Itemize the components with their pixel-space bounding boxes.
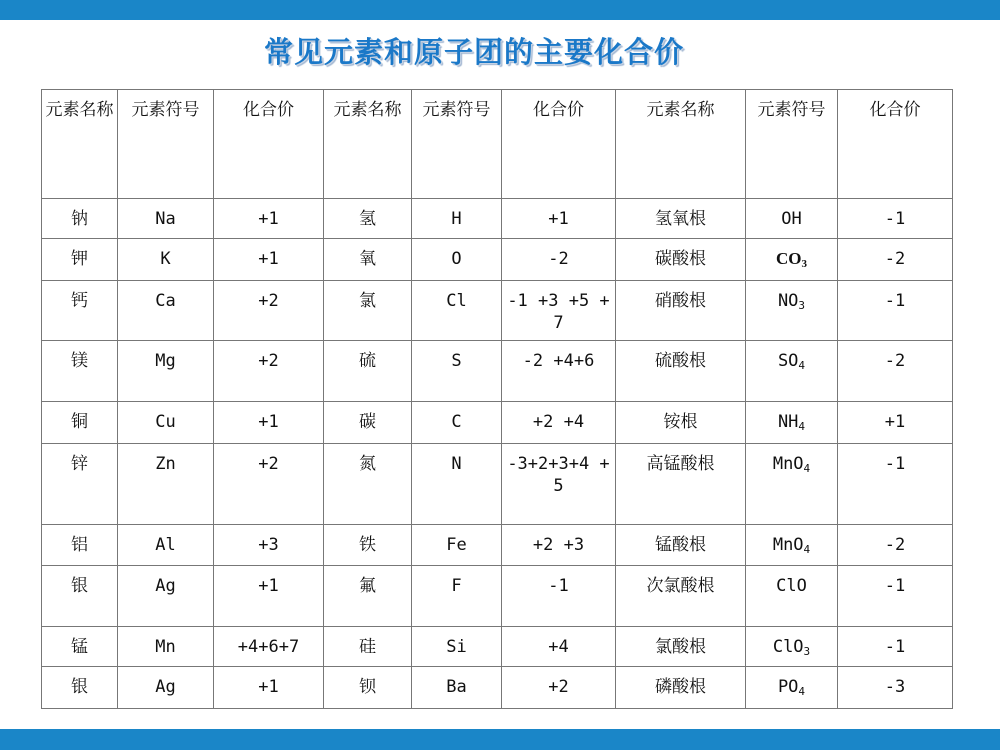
header-cell: 元素符号: [118, 90, 214, 199]
element-symbol-cell: Mg: [118, 341, 214, 402]
element-name-cell: 铝: [42, 525, 118, 566]
radical-name-cell: 次氯酸根: [616, 566, 746, 627]
valence-cell: -1: [838, 281, 953, 341]
formula-text: ClO: [776, 576, 807, 596]
element-name-cell: 钡: [324, 667, 412, 709]
valence-cell: +1: [214, 667, 324, 709]
table-row: [42, 199, 953, 239]
element-name-cell: 碳: [324, 402, 412, 444]
formula-subscript: 3: [803, 645, 811, 658]
radical-name-cell: 碳酸根: [616, 239, 746, 281]
element-name-cell: 锰: [42, 627, 118, 667]
valence-cell: +4: [502, 627, 616, 667]
element-symbol-cell: Si: [412, 627, 502, 667]
valence-cell: -1: [838, 444, 953, 525]
valence-cell: +1: [502, 199, 616, 239]
valence-cell: -1: [838, 566, 953, 627]
formula-text: OH: [781, 209, 802, 229]
element-name-cell: 硅: [324, 627, 412, 667]
element-symbol-cell: Ca: [118, 281, 214, 341]
table-row: [42, 525, 953, 566]
radical-formula-cell: [746, 199, 838, 239]
radical-name-cell: 铵根: [616, 402, 746, 444]
element-name-cell: 锌: [42, 444, 118, 525]
radical-name-cell: 硝酸根: [616, 281, 746, 341]
valence-cell: +2 +4: [502, 402, 616, 444]
valence-cell: -2: [502, 239, 616, 281]
valence-cell: -1: [838, 199, 953, 239]
formula-text: CO: [776, 249, 802, 268]
radical-name-cell: 高锰酸根: [616, 444, 746, 525]
element-symbol-cell: C: [412, 402, 502, 444]
element-symbol-cell: O: [412, 239, 502, 281]
radical-formula-cell: [746, 566, 838, 627]
valence-cell: +3: [214, 525, 324, 566]
valence-cell: +1: [214, 402, 324, 444]
header-cell: 元素名称: [42, 90, 118, 199]
radical-name-cell: 锰酸根: [616, 525, 746, 566]
radical-name-cell: 磷酸根: [616, 667, 746, 709]
valence-cell: +1: [214, 239, 324, 281]
radical-formula-cell: [746, 341, 838, 402]
element-symbol-cell: Zn: [118, 444, 214, 525]
valence-table: [41, 89, 953, 709]
radical-formula-cell: [746, 402, 838, 444]
valence-cell: -2: [838, 341, 953, 402]
formula-subscript: 3: [798, 299, 806, 312]
radical-name-cell: 氯酸根: [616, 627, 746, 667]
valence-cell: +2: [214, 444, 324, 525]
page-title: 常见元素和原子团的主要化合价: [263, 35, 684, 69]
valence-cell: +1: [214, 566, 324, 627]
element-name-cell: 钠: [42, 199, 118, 239]
valence-cell: -2: [838, 239, 953, 281]
element-symbol-cell: N: [412, 444, 502, 525]
valence-cell: -1 +3 +5 +7: [502, 281, 616, 341]
formula-text: NH: [777, 412, 799, 432]
valence-cell: -1: [502, 566, 616, 627]
valence-cell: +1: [838, 402, 953, 444]
formula-subscript: 4: [798, 420, 806, 433]
element-symbol-cell: Mn: [118, 627, 214, 667]
formula-text: MnO: [772, 535, 804, 555]
radical-formula-cell: [746, 627, 838, 667]
radical-name-cell: 氢氧根: [616, 199, 746, 239]
valence-cell: +2: [502, 667, 616, 709]
formula-subscript: 4: [798, 685, 806, 698]
element-symbol-cell: Cu: [118, 402, 214, 444]
header-cell: 化合价: [838, 90, 953, 199]
element-symbol-cell: F: [412, 566, 502, 627]
element-symbol-cell: K: [118, 239, 214, 281]
table-row: [42, 341, 953, 402]
header-cell: 元素名称: [324, 90, 412, 199]
valence-cell: +1: [214, 199, 324, 239]
formula-text: MnO: [772, 454, 804, 474]
header-cell: 化合价: [502, 90, 616, 199]
valence-cell: -1: [838, 627, 953, 667]
valence-cell: +2: [214, 281, 324, 341]
table-row: [42, 667, 953, 709]
header-cell: 元素名称: [616, 90, 746, 199]
table-header-row: [42, 90, 953, 199]
radical-formula-cell: [746, 239, 838, 281]
table-row: [42, 627, 953, 667]
element-name-cell: 银: [42, 566, 118, 627]
element-name-cell: 氯: [324, 281, 412, 341]
element-symbol-cell: Al: [118, 525, 214, 566]
formula-subscript: 4: [798, 359, 806, 372]
radical-formula-cell: [746, 525, 838, 566]
element-symbol-cell: S: [412, 341, 502, 402]
formula-text: PO: [777, 677, 799, 697]
top-accent-bar: [0, 0, 1000, 20]
table-body: [42, 90, 953, 709]
valence-cell: -3: [838, 667, 953, 709]
header-cell: 化合价: [214, 90, 324, 199]
radical-formula-cell: [746, 667, 838, 709]
formula-text: NO: [777, 291, 799, 311]
element-name-cell: 银: [42, 667, 118, 709]
formula-subscript: 4: [803, 543, 811, 556]
element-symbol-cell: H: [412, 199, 502, 239]
header-cell: 元素符号: [746, 90, 838, 199]
element-name-cell: 铜: [42, 402, 118, 444]
element-name-cell: 铁: [324, 525, 412, 566]
radical-formula-cell: [746, 444, 838, 525]
element-symbol-cell: Ag: [118, 667, 214, 709]
valence-cell: -2: [838, 525, 953, 566]
header-cell: 元素符号: [412, 90, 502, 199]
bottom-accent-bar: [0, 729, 1000, 750]
element-name-cell: 镁: [42, 341, 118, 402]
formula-subscript: 4: [803, 462, 811, 475]
formula-text: ClO: [772, 637, 804, 657]
element-name-cell: 氮: [324, 444, 412, 525]
valence-cell: -3+2+3+4 +5: [502, 444, 616, 525]
element-symbol-cell: Na: [118, 199, 214, 239]
table-row: [42, 281, 953, 341]
element-symbol-cell: Ba: [412, 667, 502, 709]
radical-name-cell: 硫酸根: [616, 341, 746, 402]
valence-cell: -2 +4+6: [502, 341, 616, 402]
element-name-cell: 钾: [42, 239, 118, 281]
table-row: [42, 444, 953, 525]
element-name-cell: 钙: [42, 281, 118, 341]
table-row: [42, 566, 953, 627]
element-symbol-cell: Cl: [412, 281, 502, 341]
element-name-cell: 氧: [324, 239, 412, 281]
radical-formula-cell: [746, 281, 838, 341]
formula-subscript: 3: [801, 258, 807, 270]
valence-cell: +4+6+7: [214, 627, 324, 667]
element-name-cell: 硫: [324, 341, 412, 402]
element-name-cell: 氟: [324, 566, 412, 627]
formula-text: SO: [777, 351, 799, 371]
valence-cell: +2 +3: [502, 525, 616, 566]
element-name-cell: 氢: [324, 199, 412, 239]
table-row: [42, 239, 953, 281]
element-symbol-cell: Fe: [412, 525, 502, 566]
element-symbol-cell: Ag: [118, 566, 214, 627]
table-row: [42, 402, 953, 444]
valence-cell: +2: [214, 341, 324, 402]
